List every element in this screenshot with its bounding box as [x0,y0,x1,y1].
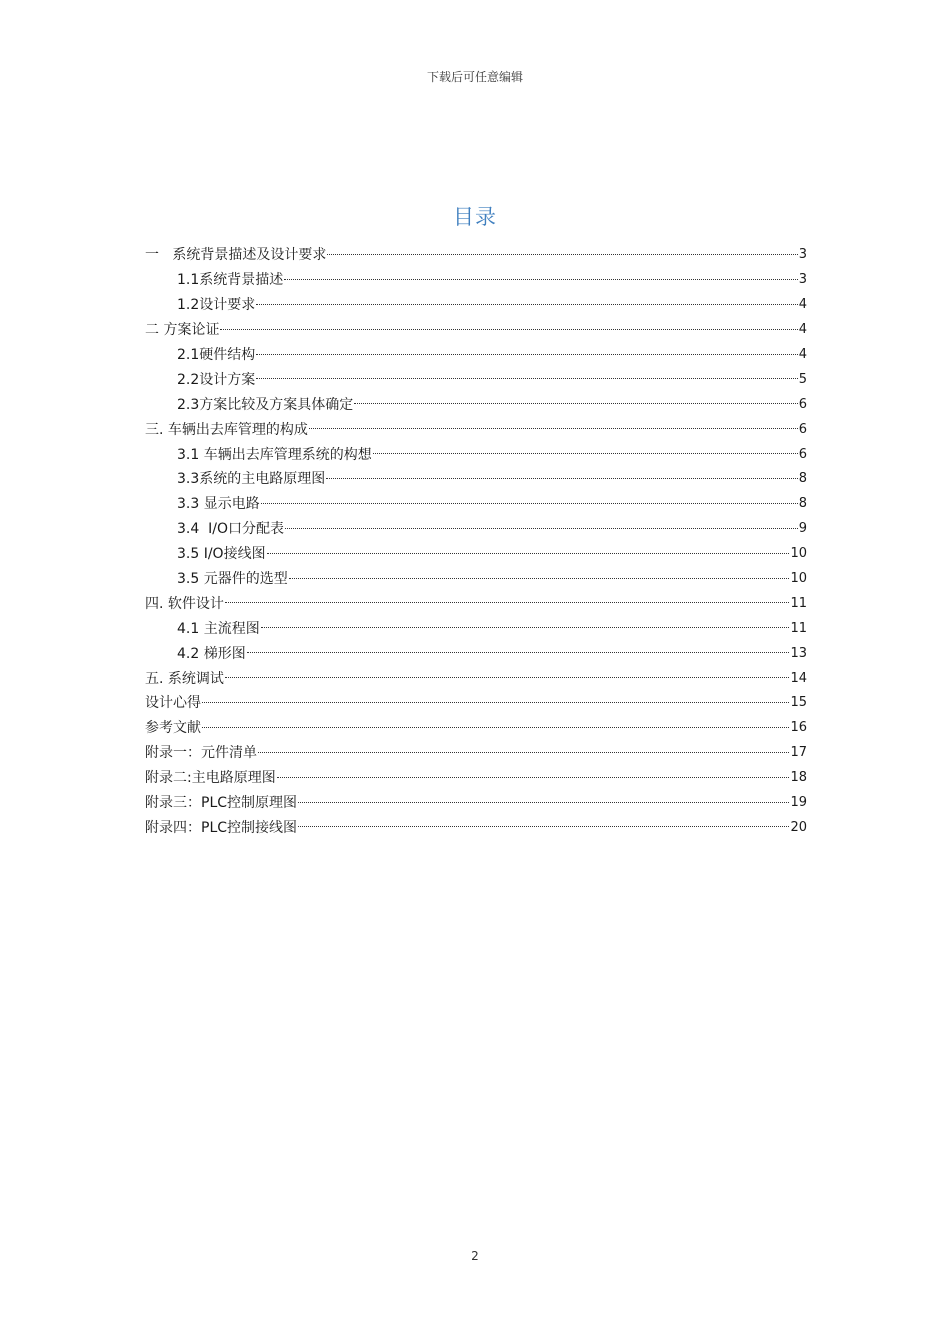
toc-entry[interactable] [145,666,807,691]
toc-entry-page: 10 [790,546,807,562]
toc-entry[interactable] [145,517,807,542]
toc-entry-label: 设计心得 [145,695,201,712]
toc-entry-label: 四. 软件设计 [145,595,224,612]
dot-leader [247,641,790,653]
toc-entry[interactable] [145,616,807,641]
dot-leader [298,791,789,803]
toc-entry-page: 13 [790,645,807,661]
toc-entry-page: 11 [790,595,807,611]
toc-entry[interactable] [145,392,807,417]
toc-entry-page: 5 [798,371,807,387]
toc-entry-label: 附录四：PLC控制接线图 [145,819,298,836]
toc-entry-page: 6 [798,396,807,412]
dot-leader [256,293,797,305]
toc-entry-page: 9 [798,521,807,537]
dot-leader [256,343,797,355]
toc-entry-label: 一 系统背景描述及设计要求 [145,247,327,264]
dot-leader [261,492,798,504]
dot-leader [284,268,797,280]
header-note: 下载后可任意编辑 [426,70,523,84]
toc-entry-label: 1.1系统背景描述 [177,272,284,289]
toc-entry[interactable] [145,268,807,293]
toc-entry-page: 15 [790,695,807,711]
toc-entry[interactable] [145,318,807,343]
dot-leader [354,392,797,404]
dot-leader [309,417,798,429]
toc-entry-page: 8 [798,471,807,487]
toc-entry-page: 17 [790,745,807,761]
toc-entry-page: 18 [790,770,807,786]
table-of-contents [145,243,807,840]
toc-entry-label: 二 方案论证 [145,322,220,339]
toc-entry-label: 附录二:主电路原理图 [145,770,276,787]
toc-entry-page: 4 [798,322,807,338]
toc-entry-page: 8 [798,496,807,512]
dot-leader [373,442,798,454]
toc-entry-label: 3.4 I/O口分配表 [177,521,285,538]
toc-entry[interactable] [145,741,807,766]
toc-entry-page: 11 [790,620,807,636]
dot-leader [298,815,789,827]
toc-entry[interactable] [145,467,807,492]
dot-leader [202,716,789,728]
dot-leader [220,318,797,330]
toc-entry-page: 3 [798,247,807,263]
page-number: 2 [471,1249,479,1263]
toc-entry[interactable] [145,367,807,392]
dot-leader [289,567,790,579]
toc-entry-page: 4 [798,347,807,362]
toc-entry-page: 10 [790,571,807,587]
toc-entry-page: 19 [790,795,807,811]
toc-entry[interactable] [145,766,807,791]
toc-entry-page: 6 [798,421,807,437]
dot-leader [256,367,797,379]
toc-entry[interactable] [145,591,807,616]
toc-entry[interactable] [145,641,807,666]
toc-entry[interactable] [145,343,807,368]
toc-entry-label: 参考文献 [145,720,201,737]
toc-entry[interactable] [145,492,807,517]
dot-leader [327,243,797,255]
toc-entry-label: 2.1硬件结构 [177,347,256,363]
dot-leader [225,666,790,678]
toc-entry[interactable] [145,791,807,816]
toc-entry[interactable] [145,243,807,268]
dot-leader [261,616,790,628]
toc-entry[interactable] [145,417,807,442]
toc-entry-page: 14 [790,670,807,686]
toc-entry-label: 附录一：元件清单 [145,745,257,762]
toc-entry-label: 三. 车辆出去库管理的构成 [145,421,308,438]
toc-entry-label: 1.2设计要求 [177,297,256,314]
dot-leader [267,542,790,554]
toc-entry-label: 4.2 梯形图 [177,645,246,662]
toc-entry[interactable] [145,542,807,567]
toc-entry-page: 6 [798,446,807,462]
toc-entry-label: 3.3 显示电路 [177,496,260,513]
dot-leader [285,517,798,529]
toc-entry[interactable] [145,442,807,467]
toc-entry-page: 16 [790,720,807,736]
toc-entry-label: 3.3系统的主电路原理图 [177,471,326,488]
toc-entry-label: 2.3方案比较及方案具体确定 [177,396,354,413]
toc-title: 目录 [453,205,497,229]
toc-entry[interactable] [145,567,807,592]
toc-entry-page: 20 [790,819,807,835]
toc-entry[interactable] [145,691,807,716]
toc-entry-label: 3.1 车辆出去库管理系统的构想 [177,446,372,463]
toc-entry-label: 3.5 元器件的选型 [177,571,288,588]
toc-entry-label: 4.1 主流程图 [177,620,260,637]
toc-entry[interactable] [145,716,807,741]
toc-entry[interactable] [145,293,807,318]
toc-entry-page: 3 [798,272,807,288]
toc-entry-page: 4 [798,297,807,313]
toc-entry-label: 2.2设计方案 [177,371,256,388]
dot-leader [258,741,789,753]
toc-entry[interactable] [145,815,807,840]
toc-entry-label: 五. 系统调试 [145,670,224,687]
dot-leader [277,766,790,778]
dot-leader [202,691,789,703]
toc-entry-label: 附录三：PLC控制原理图 [145,795,298,812]
toc-entry-label: 3.5 I/O接线图 [177,546,266,563]
dot-leader [225,591,790,603]
dot-leader [326,467,797,479]
